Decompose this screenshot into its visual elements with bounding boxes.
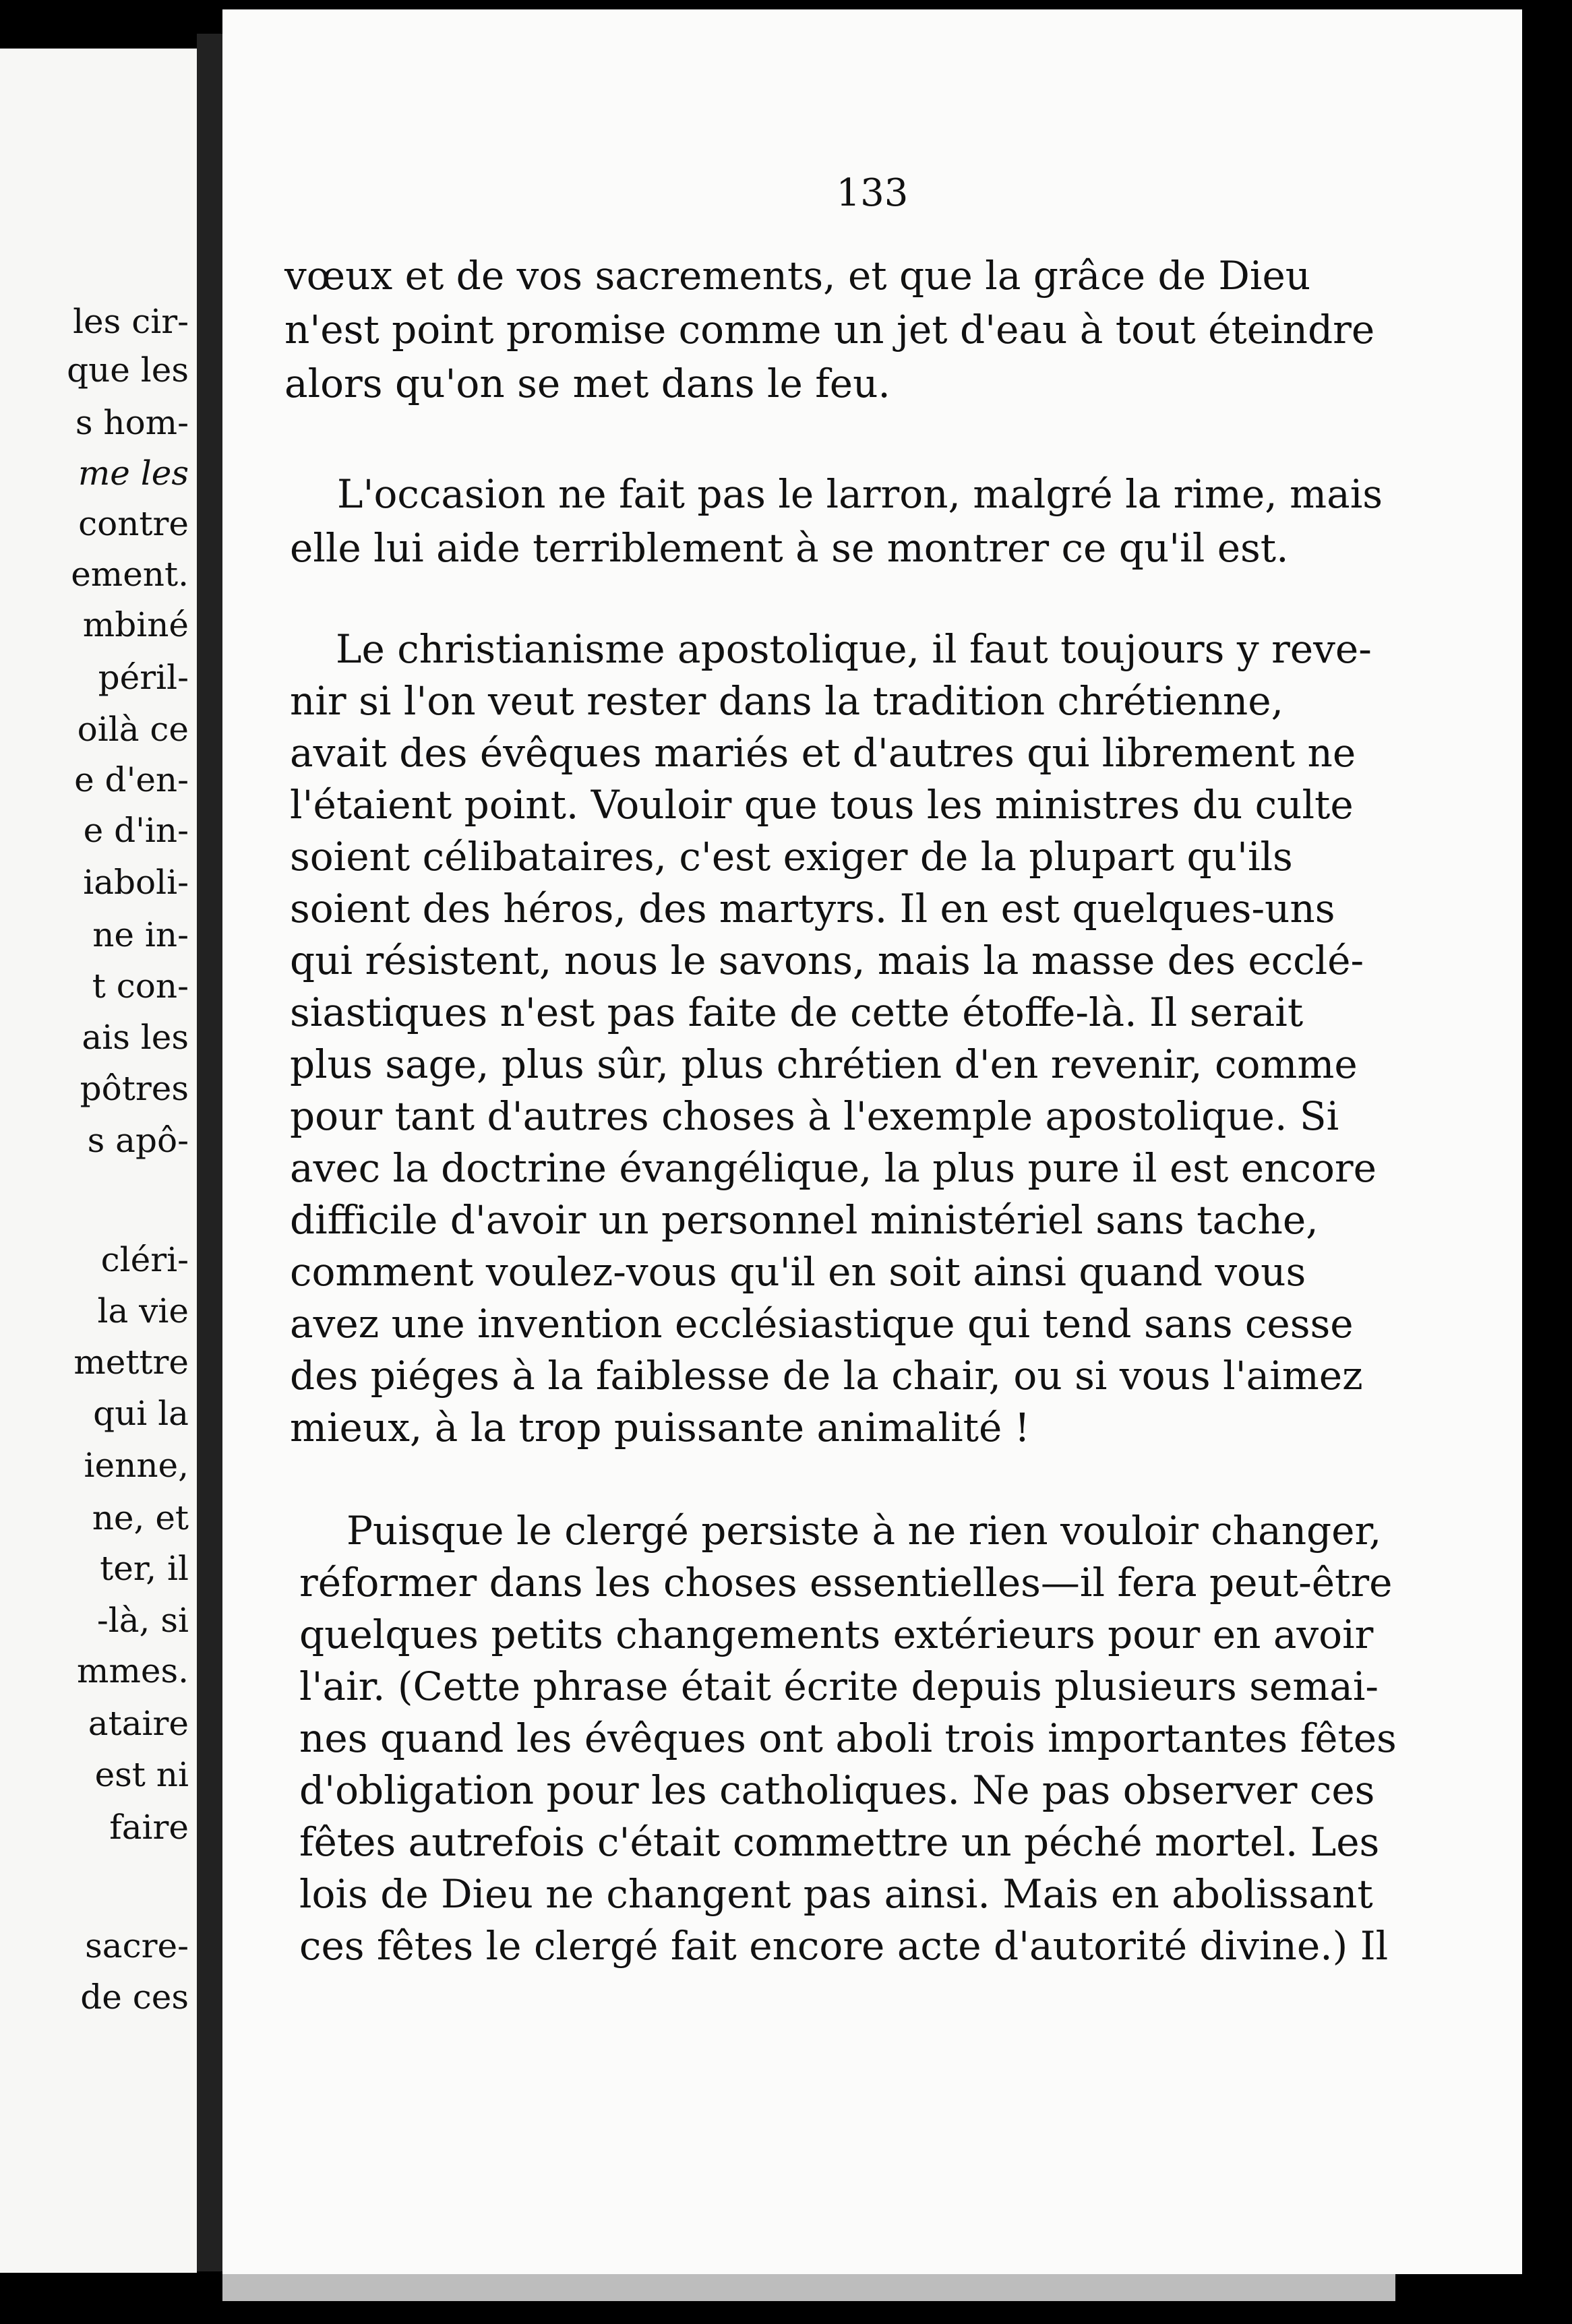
text-line: soient célibataires, c'est exiger de la plupart qu'ils — [290, 834, 1293, 880]
text-line: d'obligation pour les catholiques. Ne pas observer ces — [299, 1767, 1375, 1813]
left-page-fragment: péril- — [98, 658, 189, 697]
text-line: n'est point promise comme un jet d'eau à tout éteindre — [284, 307, 1375, 353]
text-line: des piéges à la faiblesse de la chair, ou si vous l'aimez — [290, 1353, 1363, 1399]
left-page — [0, 49, 197, 2273]
left-page-fragment: ement. — [71, 555, 189, 594]
left-page-fragment: ais les — [82, 1018, 189, 1057]
text-line: elle lui aide terriblement à se montrer ce qu'il est. — [290, 525, 1289, 571]
left-page-fragment: iaboli- — [83, 863, 189, 902]
text-line: nes quand les évêques ont aboli trois importantes fêtes — [299, 1715, 1397, 1761]
left-page-fragment: s hom- — [75, 403, 189, 442]
text-line: alors qu'on se met dans le feu. — [284, 361, 890, 406]
left-page-fragment: cléri- — [100, 1240, 189, 1279]
left-page-fragment: qui la — [93, 1394, 189, 1433]
text-line: difficile d'avoir un personnel ministériel sans tache, — [290, 1197, 1319, 1243]
left-page-fragment: que les — [67, 350, 189, 390]
text-line: mieux, à la trop puissante animalité ! — [290, 1405, 1031, 1450]
left-page-fragment: ter, il — [100, 1549, 189, 1588]
left-page-fragment: oilà ce — [77, 710, 189, 749]
left-page-fragment: t con- — [92, 967, 189, 1006]
text-line: nir si l'on veut rester dans la tradition chrétienne, — [290, 678, 1284, 724]
left-page-fragment: ataire — [88, 1704, 189, 1743]
page-edge-strip — [222, 2274, 1395, 2301]
left-page-fragment: pôtres — [80, 1069, 189, 1108]
left-page-fragment: mmes. — [77, 1651, 189, 1690]
text-line: plus sage, plus sûr, plus chrétien d'en revenir, comme — [290, 1041, 1358, 1087]
right-page — [222, 9, 1522, 2274]
text-line: comment voulez-vous qu'il en soit ainsi quand vous — [290, 1249, 1306, 1295]
left-page-fragment: ne, et — [92, 1498, 189, 1537]
left-page-fragment: de ces — [80, 1978, 189, 2017]
text-line: avec la doctrine évangélique, la plus pure il est encore — [290, 1145, 1377, 1191]
text-line: pour tant d'autres choses à l'exemple apostolique. Si — [290, 1093, 1339, 1139]
left-page-fragment: ne in- — [92, 915, 189, 954]
left-page-fragment: mbiné — [82, 605, 189, 644]
left-page-fragment: contre — [78, 504, 189, 543]
book-spine-shadow — [197, 34, 222, 2271]
left-page-fragment: me les — [78, 454, 189, 493]
text-line: lois de Dieu ne changent pas ainsi. Mais en abolissant — [299, 1871, 1373, 1917]
left-page-fragment: mettre — [73, 1343, 189, 1382]
text-line: Le christianisme apostolique, il faut toujours y reve- — [336, 626, 1372, 672]
left-page-fragment: les cir- — [73, 302, 189, 341]
text-line: siastiques n'est pas faite de cette étoffe-là. Il serait — [290, 989, 1304, 1035]
left-page-fragment: e d'in- — [83, 811, 189, 850]
page-number: 133 — [836, 171, 909, 215]
left-page-fragment: faire — [109, 1808, 189, 1847]
text-line: avez une invention ecclésiastique qui tend sans cesse — [290, 1301, 1354, 1347]
text-line: réformer dans les choses essentielles—il fera peut-être — [299, 1560, 1393, 1606]
left-page-fragment: ienne, — [84, 1446, 189, 1485]
left-page-fragment: s apô- — [87, 1121, 189, 1160]
text-line: l'étaient point. Vouloir que tous les ministres du culte — [290, 782, 1354, 828]
text-line: Puisque le clergé persiste à ne rien vouloir changer, — [346, 1508, 1382, 1554]
text-line: L'occasion ne fait pas le larron, malgré la rime, mais — [337, 471, 1383, 517]
text-line: vœux et de vos sacrements, et que la grâce de Dieu — [284, 253, 1311, 299]
text-line: ces fêtes le clergé fait encore acte d'autorité divine.) Il — [299, 1923, 1389, 1969]
text-line: soient des héros, des martyrs. Il en est quelques-uns — [290, 886, 1335, 931]
text-line: fêtes autrefois c'était commettre un péché mortel. Les — [299, 1819, 1380, 1865]
left-page-fragment: -là, si — [96, 1601, 189, 1640]
text-line: quelques petits changements extérieurs pour en avoir — [299, 1612, 1374, 1657]
text-line: avait des évêques mariés et d'autres qui librement ne — [290, 730, 1356, 776]
left-page-fragment: sacre- — [85, 1926, 189, 1965]
text-line: l'air. (Cette phrase était écrite depuis plusieurs semai- — [299, 1663, 1379, 1709]
left-page-fragment: est ni — [94, 1755, 189, 1794]
left-page-fragment: la vie — [97, 1291, 189, 1331]
left-page-fragment: e d'en- — [74, 760, 189, 799]
text-line: qui résistent, nous le savons, mais la masse des ecclé- — [290, 938, 1364, 983]
